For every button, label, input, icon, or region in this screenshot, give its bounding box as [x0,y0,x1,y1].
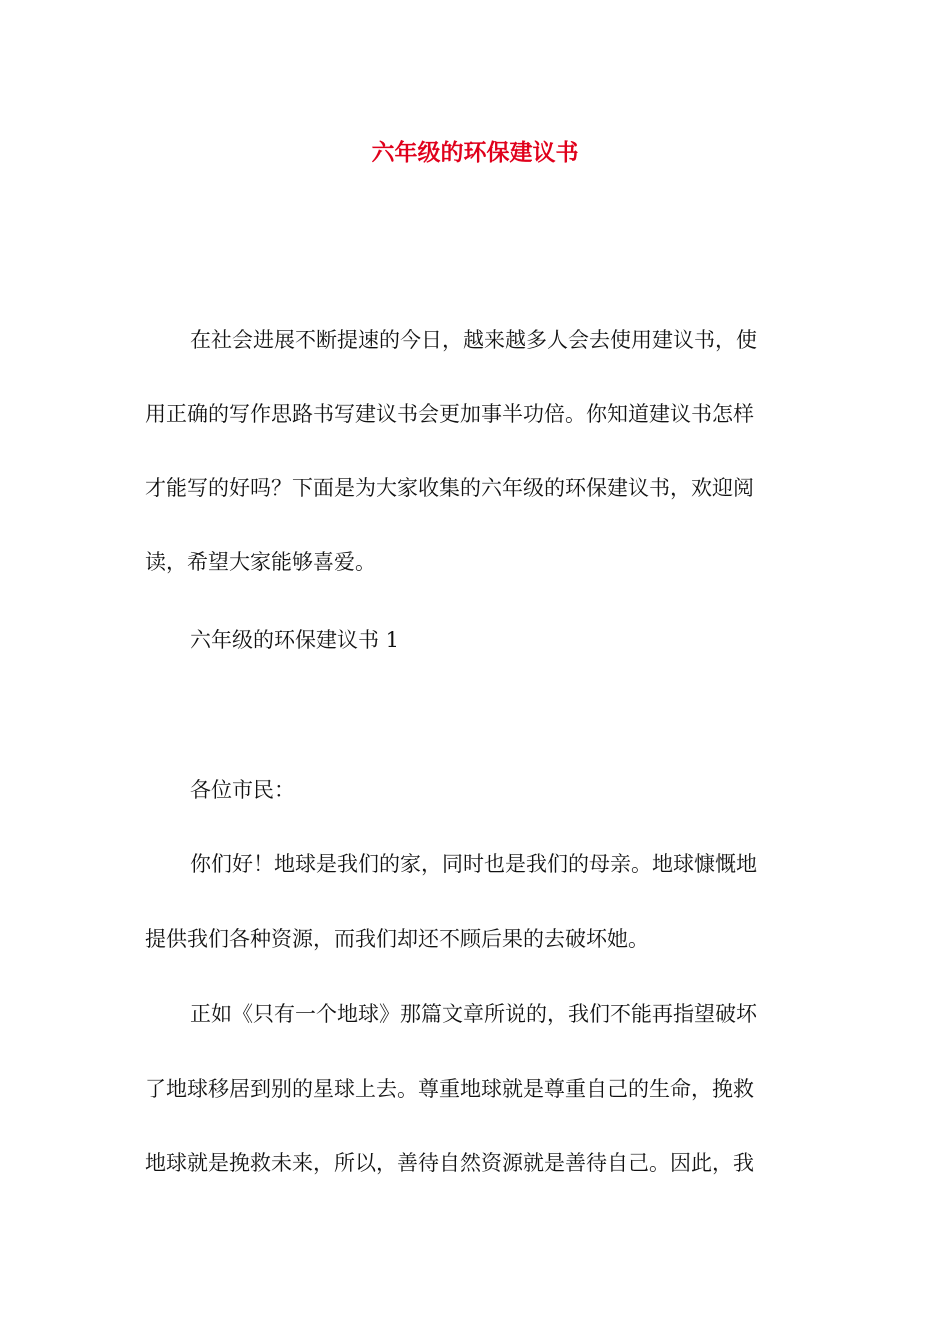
paragraph-line: 才能写的好吗？下面是为大家收集的六年级的环保建议书，欢迎阅 [145,476,754,500]
paragraph-line: 正如《只有一个地球》那篇文章所说的，我们不能再指望破坏 [190,1002,757,1026]
paragraph-line: 你们好！地球是我们的家，同时也是我们的母亲。地球慷慨地 [190,852,757,876]
paragraph-line: 在社会进展不断提速的今日，越来越多人会去使用建议书，使 [190,328,757,352]
paragraph-line: 读，希望大家能够喜爱。 [145,550,376,574]
salutation: 各位市民： [190,778,295,802]
paragraph-line: 地球就是挽救未来，所以，善待自然资源就是善待自己。因此，我 [145,1151,754,1175]
paragraph-line: 提供我们各种资源，而我们却还不顾后果的去破坏她。 [145,927,649,951]
paragraph-line: 用正确的写作思路书写建议书会更加事半功倍。你知道建议书怎样 [145,402,754,426]
section-heading: 六年级的环保建议书 1 [190,628,400,652]
paragraph-line: 了地球移居到别的星球上去。尊重地球就是尊重自己的生命，挽救 [145,1077,754,1101]
document-title: 六年级的环保建议书 [371,139,579,166]
